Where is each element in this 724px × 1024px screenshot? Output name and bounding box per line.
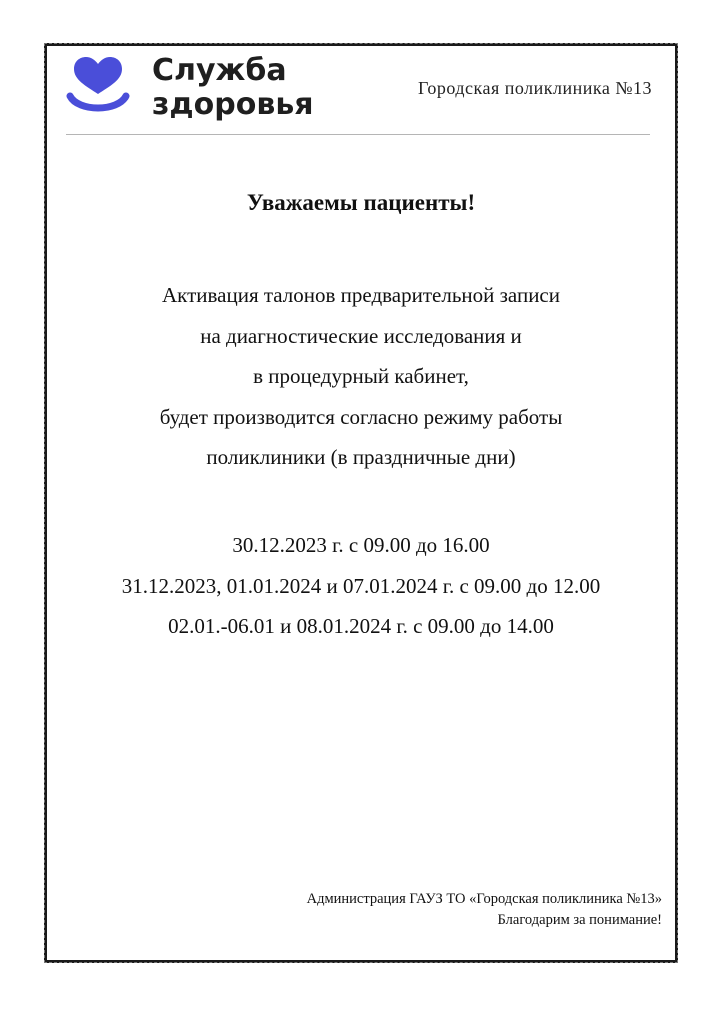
notice-heading: Уважаемы пациенты! — [246, 190, 476, 215]
schedule-list — [44, 525, 678, 647]
clinic-name: Городская поликлиника №13 — [418, 78, 652, 98]
footer-signature — [307, 889, 662, 931]
notice-body — [44, 275, 678, 478]
body-line: поликлиники (в праздничные дни) — [206, 445, 516, 469]
logo-line-1: Служба — [152, 53, 287, 88]
schedule-line: 30.12.2023 г. с 09.00 до 16.00 — [232, 533, 490, 557]
header-divider — [66, 134, 650, 135]
body-line: в процедурный кабинет, — [253, 364, 469, 388]
body-line: будет производится согласно режиму работы — [159, 404, 563, 429]
body-line: на диагностические исследования и — [200, 323, 522, 348]
schedule-line: 02.01.-06.01 и 08.01.2024 г. с 09.00 до 14.00 — [168, 614, 554, 638]
footer-administration: Администрация ГАУЗ ТО «Городская поликлиника №13» — [306, 891, 662, 907]
logo-wordmark — [152, 54, 314, 122]
logo — [66, 53, 346, 128]
heart-smile-icon — [66, 56, 130, 120]
schedule-line: 31.12.2023, 01.01.2024 и 07.01.2024 г. с 09.00 до 12.00 — [121, 573, 601, 598]
body-line: Активация талонов предварительной записи — [162, 283, 560, 307]
footer-thanks: Благодарим за понимание! — [497, 912, 662, 928]
page-border — [44, 43, 678, 963]
logo-line-2: здоровья — [152, 87, 314, 122]
